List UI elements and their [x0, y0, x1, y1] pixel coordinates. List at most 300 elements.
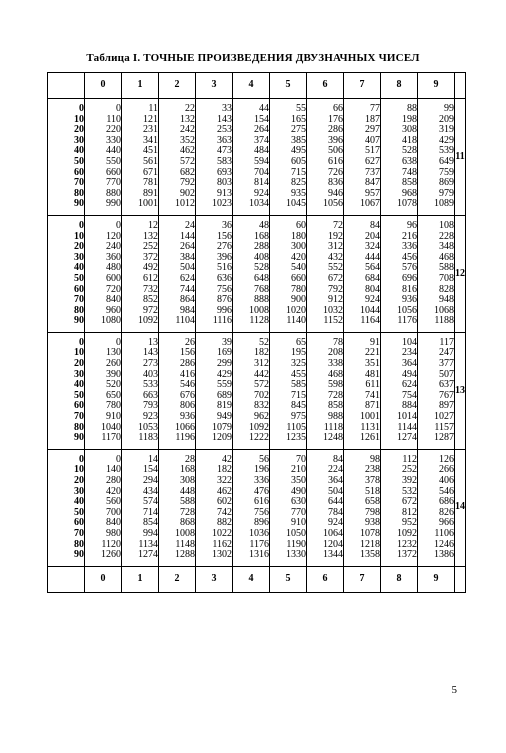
row-label: 10	[74, 230, 84, 242]
product-cell: 560	[106, 496, 121, 508]
product-cell: 52	[259, 336, 269, 348]
product-cell: 630	[291, 496, 306, 508]
row-label: 20	[74, 241, 84, 253]
product-cell: 660	[106, 166, 121, 178]
product-cell: 627	[365, 155, 380, 167]
value-column	[85, 99, 122, 216]
product-cell: 1176	[397, 315, 417, 327]
column-header: 2	[159, 73, 196, 99]
product-cell: 650	[106, 389, 121, 401]
product-cell: 1092	[138, 315, 158, 327]
product-cell: 234	[402, 347, 417, 359]
product-cell: 803	[217, 177, 232, 189]
product-cell: 14	[148, 453, 158, 465]
row-label: 80	[74, 304, 84, 316]
product-cell: 396	[328, 134, 343, 146]
product-cell: 1260	[101, 549, 121, 561]
product-cell: 960	[106, 304, 121, 316]
product-cell: 396	[217, 251, 232, 263]
product-cell: 352	[180, 134, 195, 146]
product-cell: 594	[254, 155, 269, 167]
product-cell: 228	[439, 230, 454, 242]
product-cell: 294	[143, 475, 158, 486]
product-cell: 684	[365, 272, 380, 284]
product-cell: 192	[328, 230, 343, 242]
product-cell: 935	[291, 187, 306, 199]
product-cell: 840	[106, 294, 121, 306]
product-cell: 756	[217, 283, 232, 295]
product-cell: 1190	[286, 538, 306, 550]
value-column	[344, 99, 381, 216]
value-column	[270, 449, 307, 566]
product-cell: 1170	[101, 432, 121, 444]
product-cell: 1022	[212, 527, 232, 539]
product-cell: 1152	[323, 315, 343, 327]
product-cell: 528	[254, 262, 269, 274]
value-column	[270, 332, 307, 449]
product-cell: 896	[254, 517, 269, 529]
product-cell: 990	[106, 198, 121, 210]
block-multiplier: 13	[455, 332, 466, 449]
product-cell: 65	[296, 336, 306, 348]
product-cell: 325	[291, 358, 306, 370]
product-cell: 583	[217, 155, 232, 167]
table-title: Таблица I. ТОЧНЫЕ ПРОИЗВЕДЕНИЯ ДВУЗНАЧНЫХ ЧИСЕЛ	[86, 52, 420, 64]
product-cell: 767	[439, 389, 454, 401]
product-cell: 110	[106, 113, 121, 125]
block-multiplier: 11	[455, 99, 466, 216]
row-label: 30	[74, 368, 84, 380]
product-cell: 923	[143, 411, 158, 423]
row-label: 90	[74, 198, 84, 210]
value-column	[233, 99, 270, 216]
product-cell: 319	[439, 124, 454, 136]
row-label: 0	[79, 453, 84, 465]
product-cell: 1020	[286, 304, 306, 316]
product-cell: 196	[254, 464, 269, 476]
product-cell: 1344	[323, 549, 343, 561]
product-cell: 420	[291, 251, 306, 263]
product-cell: 798	[365, 506, 380, 518]
product-cell: 624	[402, 379, 417, 391]
product-cell: 195	[291, 347, 306, 359]
product-cell: 748	[402, 166, 417, 178]
header-corner	[48, 73, 85, 99]
product-cell: 1116	[212, 315, 232, 327]
row-label: 40	[74, 496, 84, 508]
product-cell: 480	[106, 262, 121, 274]
product-cell: 605	[291, 155, 306, 167]
product-cell: 1001	[360, 411, 380, 423]
product-cell: 240	[106, 241, 121, 253]
product-cell: 132	[143, 230, 158, 242]
product-cell: 812	[402, 506, 417, 518]
product-cell: 451	[143, 145, 158, 157]
product-cell: 154	[143, 464, 158, 476]
product-cell: 949	[217, 411, 232, 423]
product-cell: 252	[143, 241, 158, 253]
product-cell: 132	[180, 113, 195, 125]
product-cell: 204	[365, 230, 380, 242]
product-cell: 55	[296, 103, 306, 114]
product-cell: 1068	[434, 304, 454, 316]
product-cell: 1105	[286, 421, 306, 433]
product-cell: 299	[217, 358, 232, 370]
product-cell: 1162	[212, 538, 232, 550]
product-cell: 1008	[175, 527, 195, 539]
row-label: 0	[79, 219, 84, 231]
table-block	[48, 215, 466, 332]
product-cell: 182	[217, 464, 232, 476]
value-column	[233, 332, 270, 449]
product-cell: 516	[217, 262, 232, 274]
product-cell: 819	[217, 400, 232, 412]
product-cell: 1204	[323, 538, 343, 550]
product-cell: 948	[439, 294, 454, 306]
row-label: 40	[74, 379, 84, 391]
product-cell: 42	[222, 453, 232, 465]
product-cell: 28	[185, 453, 195, 465]
product-cell: 60	[296, 219, 306, 231]
product-cell: 168	[180, 464, 195, 476]
row-label: 30	[74, 251, 84, 263]
product-cell: 910	[106, 411, 121, 423]
value-column	[85, 449, 122, 566]
row-label: 0	[79, 103, 84, 114]
product-cell: 1079	[212, 421, 232, 433]
product-cell: 561	[143, 155, 158, 167]
row-label: 10	[74, 347, 84, 359]
product-cell: 1148	[175, 538, 195, 550]
product-cell: 972	[143, 304, 158, 316]
row-label: 0	[79, 336, 84, 348]
product-cell: 247	[439, 347, 454, 359]
row-label: 60	[74, 517, 84, 529]
product-cell: 280	[106, 475, 121, 486]
product-cell: 11	[148, 103, 158, 114]
product-cell: 644	[328, 496, 343, 508]
product-cell: 528	[402, 145, 417, 157]
product-cell: 408	[254, 251, 269, 263]
product-cell: 611	[365, 379, 380, 391]
column-footer: 8	[381, 566, 418, 592]
product-cell: 770	[291, 506, 306, 518]
product-cell: 962	[254, 411, 269, 423]
product-cell: 432	[328, 251, 343, 263]
row-labels	[48, 332, 85, 449]
product-cell: 418	[402, 134, 417, 146]
product-cell: 210	[291, 464, 306, 476]
product-cell: 816	[402, 283, 417, 295]
product-cell: 847	[365, 177, 380, 189]
product-cell: 648	[254, 272, 269, 284]
column-footer: 2	[159, 566, 196, 592]
product-cell: 744	[180, 283, 195, 295]
value-column	[381, 449, 418, 566]
row-label: 50	[74, 506, 84, 518]
product-cell: 649	[439, 155, 454, 167]
product-cell: 120	[106, 230, 121, 242]
product-cell: 403	[143, 368, 158, 380]
product-cell: 994	[143, 527, 158, 539]
header-row	[48, 73, 466, 99]
column-header: 8	[381, 73, 418, 99]
product-cell: 56	[259, 453, 269, 465]
product-cell: 455	[291, 368, 306, 380]
product-cell: 112	[402, 453, 417, 465]
product-cell: 742	[217, 506, 232, 518]
column-footer: 9	[418, 566, 455, 592]
value-column	[344, 215, 381, 332]
product-cell: 39	[222, 336, 232, 348]
product-cell: 871	[365, 400, 380, 412]
column-header: 4	[233, 73, 270, 99]
product-cell: 1235	[286, 432, 306, 444]
row-label: 50	[74, 272, 84, 284]
value-column	[381, 332, 418, 449]
product-cell: 768	[254, 283, 269, 295]
product-cell: 468	[328, 368, 343, 380]
product-cell: 308	[180, 475, 195, 486]
product-cell: 140	[106, 464, 121, 476]
row-label: 80	[74, 421, 84, 433]
product-cell: 693	[217, 166, 232, 178]
row-label: 60	[74, 283, 84, 295]
page-number: 5	[451, 684, 457, 696]
product-cell: 1248	[323, 432, 343, 444]
product-cell: 66	[333, 103, 343, 114]
product-cell: 1040	[101, 421, 121, 433]
product-cell: 924	[254, 187, 269, 199]
product-cell: 858	[402, 177, 417, 189]
product-cell: 252	[402, 464, 417, 476]
product-cell: 143	[217, 113, 232, 125]
column-footer: 0	[85, 566, 122, 592]
row-label: 50	[74, 155, 84, 167]
row-label: 50	[74, 389, 84, 401]
product-cell: 1014	[397, 411, 417, 423]
product-cell: 1066	[175, 421, 195, 433]
product-cell: 176	[328, 113, 343, 125]
value-column	[159, 332, 196, 449]
product-cell: 585	[291, 379, 306, 391]
product-cell: 741	[365, 389, 380, 401]
product-cell: 715	[291, 389, 306, 401]
product-cell: 36	[222, 219, 232, 231]
product-cell: 468	[439, 251, 454, 263]
product-cell: 1140	[286, 315, 306, 327]
row-label: 30	[74, 134, 84, 146]
product-cell: 416	[180, 368, 195, 380]
product-cell: 360	[106, 251, 121, 263]
product-cell: 390	[106, 368, 121, 380]
product-cell: 442	[254, 368, 269, 380]
product-cell: 1330	[286, 549, 306, 561]
product-cell: 728	[180, 506, 195, 518]
product-cell: 938	[365, 517, 380, 529]
product-cell: 506	[328, 145, 343, 157]
row-label: 30	[74, 485, 84, 497]
product-cell: 806	[180, 400, 195, 412]
column-header: 5	[270, 73, 307, 99]
product-cell: 1067	[360, 198, 380, 210]
product-cell: 704	[254, 166, 269, 178]
product-cell: 24	[185, 219, 195, 231]
product-cell: 208	[328, 347, 343, 359]
value-column	[344, 449, 381, 566]
product-cell: 1050	[286, 527, 306, 539]
value-column	[122, 332, 159, 449]
product-cell: 1302	[212, 549, 232, 561]
value-column	[122, 449, 159, 566]
product-cell: 1157	[434, 421, 454, 433]
product-cell: 715	[291, 166, 306, 178]
product-cell: 377	[439, 358, 454, 370]
product-cell: 13	[148, 336, 158, 348]
product-cell: 473	[217, 145, 232, 157]
product-cell: 600	[106, 272, 121, 284]
product-cell: 957	[365, 187, 380, 199]
product-cell: 1056	[397, 304, 417, 316]
product-cell: 1386	[434, 549, 454, 561]
product-cell: 924	[365, 294, 380, 306]
product-cell: 1134	[138, 538, 158, 550]
product-cell: 144	[180, 230, 195, 242]
product-cell: 946	[328, 187, 343, 199]
product-cell: 484	[254, 145, 269, 157]
product-cell: 1036	[249, 527, 269, 539]
product-cell: 572	[180, 155, 195, 167]
product-cell: 1045	[286, 198, 306, 210]
value-column	[307, 99, 344, 216]
product-cell: 1128	[249, 315, 269, 327]
row-label: 70	[74, 294, 84, 306]
product-cell: 297	[365, 124, 380, 136]
product-cell: 910	[291, 517, 306, 529]
product-cell: 966	[439, 517, 454, 529]
row-label: 60	[74, 166, 84, 178]
value-column	[418, 332, 455, 449]
product-cell: 1209	[212, 432, 232, 444]
product-cell: 1008	[249, 304, 269, 316]
product-cell: 48	[259, 219, 269, 231]
column-header: 9	[418, 73, 455, 99]
product-cell: 637	[439, 379, 454, 391]
product-cell: 814	[254, 177, 269, 189]
row-label: 10	[74, 464, 84, 476]
value-column	[307, 332, 344, 449]
product-cell: 968	[402, 187, 417, 199]
product-cell: 1288	[175, 549, 195, 561]
product-cell: 1106	[434, 527, 454, 539]
product-cell: 364	[328, 475, 343, 486]
product-cell: 780	[106, 400, 121, 412]
product-cell: 979	[439, 187, 454, 199]
product-cell: 900	[291, 294, 306, 306]
product-cell: 825	[291, 177, 306, 189]
product-cell: 121	[143, 113, 158, 125]
product-cell: 182	[254, 347, 269, 359]
product-cell: 714	[143, 506, 158, 518]
product-cell: 1118	[323, 421, 343, 433]
product-cell: 0	[116, 103, 121, 114]
product-cell: 1188	[434, 315, 454, 327]
multiplication-table	[47, 72, 466, 593]
product-cell: 88	[407, 103, 417, 114]
product-cell: 988	[328, 411, 343, 423]
product-cell: 84	[333, 453, 343, 465]
product-cell: 429	[439, 134, 454, 146]
product-cell: 891	[143, 187, 158, 199]
product-cell: 156	[180, 347, 195, 359]
product-cell: 108	[439, 219, 454, 231]
product-cell: 130	[106, 347, 121, 359]
product-cell: 616	[328, 155, 343, 167]
product-cell: 1012	[175, 198, 195, 210]
product-cell: 221	[365, 347, 380, 359]
product-cell: 374	[254, 134, 269, 146]
product-cell: 897	[439, 400, 454, 412]
product-cell: 448	[180, 485, 195, 497]
column-header: 7	[344, 73, 381, 99]
product-cell: 224	[328, 464, 343, 476]
product-cell: 660	[291, 272, 306, 284]
product-cell: 481	[365, 368, 380, 380]
product-cell: 1144	[397, 421, 417, 433]
column-header: 6	[307, 73, 344, 99]
product-cell: 77	[370, 103, 380, 114]
product-cell: 636	[217, 272, 232, 284]
product-cell: 312	[254, 358, 269, 370]
product-cell: 1232	[397, 538, 417, 550]
product-cell: 1218	[360, 538, 380, 550]
product-cell: 924	[328, 517, 343, 529]
product-cell: 1056	[323, 198, 343, 210]
product-cell: 682	[180, 166, 195, 178]
product-cell: 378	[365, 475, 380, 486]
product-cell: 792	[328, 283, 343, 295]
product-cell: 495	[291, 145, 306, 157]
product-cell: 996	[217, 304, 232, 316]
product-cell: 253	[217, 124, 232, 136]
product-cell: 832	[254, 400, 269, 412]
product-cell: 728	[328, 389, 343, 401]
footer-end	[455, 566, 466, 592]
product-cell: 1131	[360, 421, 380, 433]
product-cell: 198	[402, 113, 417, 125]
product-cell: 781	[143, 177, 158, 189]
product-cell: 264	[254, 124, 269, 136]
product-cell: 533	[143, 379, 158, 391]
product-cell: 869	[439, 177, 454, 189]
product-cell: 804	[365, 283, 380, 295]
product-cell: 936	[180, 411, 195, 423]
product-cell: 1032	[323, 304, 343, 316]
product-cell: 1092	[249, 421, 269, 433]
product-cell: 880	[106, 187, 121, 199]
product-cell: 336	[254, 475, 269, 486]
product-cell: 624	[180, 272, 195, 284]
row-labels	[48, 215, 85, 332]
product-cell: 912	[328, 294, 343, 306]
product-cell: 12	[148, 219, 158, 231]
product-cell: 406	[439, 475, 454, 486]
product-cell: 165	[291, 113, 306, 125]
product-cell: 868	[180, 517, 195, 529]
product-cell: 975	[291, 411, 306, 423]
product-cell: 104	[402, 336, 417, 348]
product-cell: 392	[402, 475, 417, 486]
